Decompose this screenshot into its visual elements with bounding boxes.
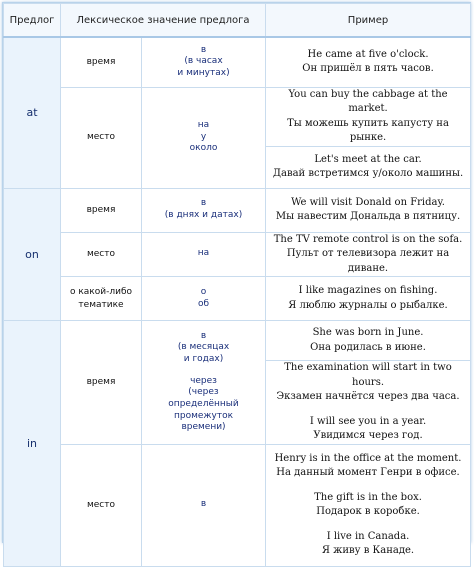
header-row <box>4 4 471 38</box>
meaning-on-time: время <box>61 188 142 232</box>
example-on-topic: I like magazines on fishing. Я люблю журналы о рыбалке. <box>266 277 471 321</box>
preposition-in: in <box>4 321 61 567</box>
header-meaning: Лексическое значение предлога <box>61 4 266 38</box>
row-on-topic <box>4 277 471 321</box>
example-in-time-2: The examination will start in two hours. Экзамен начнётся через два часа. I will see you in a year. Увидимся через год. <box>266 361 471 445</box>
example-on-time: We will visit Donald on Friday. Мы навестим Дональда в пятницу. <box>266 188 471 232</box>
example-at-time: He came at five o'clock. Он пришёл в пять часов. <box>266 37 471 87</box>
meaning-on-place: место <box>61 232 142 277</box>
prepositions-table <box>3 3 471 567</box>
preposition-at: at <box>4 37 61 188</box>
variants-on-place: на <box>142 232 266 277</box>
header-example: Пример <box>266 4 471 38</box>
variants-on-topic: о об <box>142 277 266 321</box>
meaning-on-topic: о какой-либо тематике <box>61 277 142 321</box>
example-at-place-1: You can buy the cabbage at the market. Ты можешь купить капусту на рынке. <box>266 87 471 146</box>
example-on-place: The TV remote control is on the sofa. Пульт от телевизора лежит на диване. <box>266 232 471 277</box>
row-at-place <box>4 87 471 146</box>
example-in-time-1: She was born in June. Она родилась в июне. <box>266 321 471 361</box>
preposition-on: on <box>4 188 61 321</box>
meaning-at-place: место <box>61 87 142 188</box>
example-at-place-2: Let's meet at the car. Давай встретимся у/около машины. <box>266 146 471 188</box>
meaning-at-time: время <box>61 37 142 87</box>
meaning-in-place: место <box>61 444 142 566</box>
row-at-time <box>4 37 471 87</box>
grammar-table-frame <box>2 2 471 556</box>
variants-on-time: в (в днях и датах) <box>142 188 266 232</box>
row-in-time <box>4 321 471 361</box>
variants-in-place: в <box>142 444 266 566</box>
variants-at-place: на у около <box>142 87 266 188</box>
example-in-place: Henry is in the office at the moment. На данный момент Генри в офисе. The gift is in the box. Подарок в коробке. I live in Canada. Я живу в Канаде. <box>266 444 471 566</box>
header-preposition: Предлог <box>4 4 61 38</box>
row-on-place <box>4 232 471 277</box>
variants-in-time: в (в месяцах и годах) через (через определённый промежуток времени) <box>142 321 266 445</box>
variants-at-time: в (в часах и минутах) <box>142 37 266 87</box>
row-in-place <box>4 444 471 566</box>
row-on-time <box>4 188 471 232</box>
meaning-in-time: время <box>61 321 142 445</box>
